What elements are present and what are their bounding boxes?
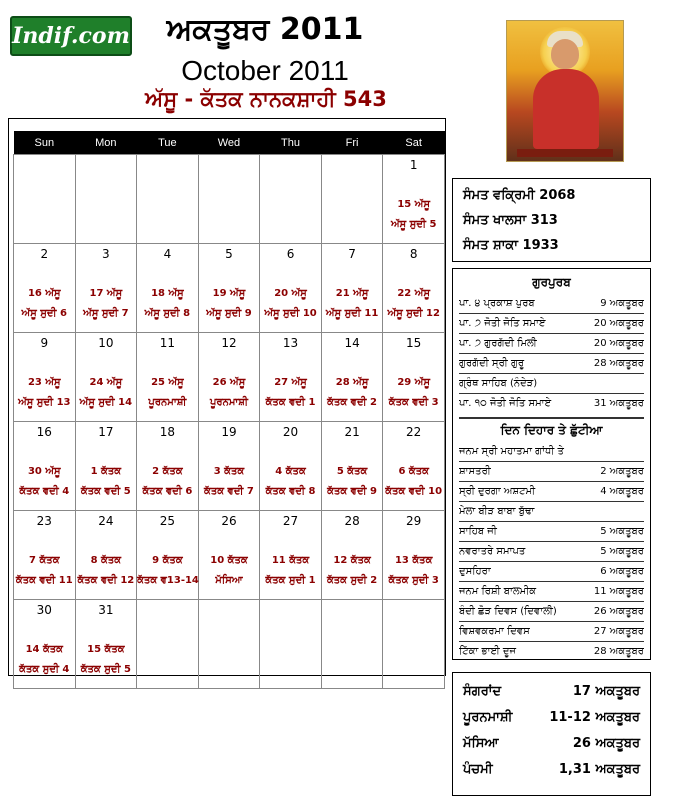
day-cell[interactable] xyxy=(198,511,260,600)
nanakshahi-date: 12 ਕੱਤਕ xyxy=(333,555,371,566)
special-day-row xyxy=(463,731,640,757)
day-number: 12 xyxy=(221,336,237,350)
lunar-date: ਕੱਤਕ ਸੁਦੀ 1 xyxy=(265,575,316,586)
holiday-row-name: ਸ੍ਰੀ ਦੁਰਗਾ ਅਸ਼ਟਮੀ xyxy=(459,486,536,497)
events-box xyxy=(452,268,651,660)
lunar-date: ਕੱਤਕ ਵਦੀ 8 xyxy=(265,486,316,497)
day-number: 31 xyxy=(98,603,114,617)
holiday-row-name: ਜਨਮ ਸ੍ਰੀ ਮਹਾਤਮਾ ਗਾਂਧੀ ਤੇ xyxy=(459,446,564,457)
day-number: 9 xyxy=(40,336,49,350)
lunar-date: ਕੱਤਕ ਵਦੀ 2 xyxy=(327,397,378,408)
day-number: 21 xyxy=(344,425,360,439)
day-number: 20 xyxy=(282,425,299,439)
empty-day-cell xyxy=(198,600,260,689)
holiday-row-date: 2 ਅਕਤੂਬਰ xyxy=(600,466,644,477)
empty-day-cell xyxy=(198,155,260,244)
gurpurab-row-date: 28 ਅਕਤੂਬਰ xyxy=(593,358,644,369)
day-cell[interactable] xyxy=(321,422,383,511)
day-cell[interactable] xyxy=(383,244,445,333)
calendar-week-row xyxy=(14,422,445,511)
title-punjabi: ਅਕਤੂਬਰ 2011 xyxy=(166,12,364,47)
lunar-date: ਕੱਤਕ ਵਦੀ 12 xyxy=(77,575,135,586)
nanakshahi-date: 21 ਅੱਸੂ xyxy=(335,288,369,299)
nanakshahi-date: 16 ਅੱਸੂ xyxy=(27,288,61,299)
day-cell[interactable] xyxy=(75,244,137,333)
lunar-date: ਕੱਤਕ ਵਦੀ 10 xyxy=(385,486,443,497)
special-day-row-date: 26 ਅਕਤੂਬਰ xyxy=(572,736,640,751)
holiday-row-name: ਦੁਸਹਿਰਾ xyxy=(459,566,491,577)
gurpurab-row xyxy=(459,394,644,413)
day-number: 8 xyxy=(409,247,418,261)
gurpurab-row-name: ਪਾ. ੭ ਗੁਰਗੱਦੀ ਮਿਲੀ xyxy=(459,338,537,349)
lunar-date: ਕੱਤਕ ਵਦੀ 7 xyxy=(204,486,254,497)
holiday-row-date: 11 ਅਕਤੂਬਰ xyxy=(593,586,644,597)
lunar-date: ਕੱਤਕ ਵਦੀ 5 xyxy=(80,486,131,497)
day-cell[interactable] xyxy=(137,511,199,600)
holiday-row-date: 27 ਅਕਤੂਬਰ xyxy=(593,626,644,637)
gurpurab-row-date: 20 ਅਕਤੂਬਰ xyxy=(593,338,644,349)
day-cell[interactable] xyxy=(383,155,445,244)
lunar-date: ਅੱਸੂ ਸੁਦੀ 6 xyxy=(21,308,68,319)
portrait-caption-band xyxy=(517,149,613,157)
holiday-row-date: 4 ਅਕਤੂਬਰ xyxy=(600,486,644,497)
lunar-date: ਅੱਸੂ ਸੁਦੀ 7 xyxy=(83,308,129,319)
day-number: 10 xyxy=(98,336,114,350)
day-number: 27 xyxy=(282,514,299,528)
lunar-date: ਕੱਤਕ ਵ13-14 xyxy=(137,575,199,586)
nanakshahi-date: 13 ਕੱਤਕ xyxy=(394,555,433,566)
day-number: 5 xyxy=(225,247,233,261)
holiday-row xyxy=(459,522,644,542)
title-nanakshahi: ਅੱਸੂ - ਕੱਤਕ ਨਾਨਕਸ਼ਾਹੀ 543 xyxy=(145,87,387,111)
holiday-row-date: 28 ਅਕਤੂਬਰ xyxy=(593,646,644,657)
lunar-date: ਕੱਤਕ ਵਦੀ 4 xyxy=(19,486,70,497)
nanakshahi-date: 19 ਅੱਸੂ xyxy=(212,288,246,299)
holiday-row-name: ਮੇਲਾ ਬੀੜ ਬਾਬਾ ਬੁੱਢਾ xyxy=(459,506,535,517)
holiday-row-date: 5 ਅਕਤੂਬਰ xyxy=(600,546,644,557)
day-cell[interactable] xyxy=(75,511,137,600)
holiday-row xyxy=(459,582,644,602)
special-day-row xyxy=(463,679,640,705)
day-cell[interactable] xyxy=(75,333,137,422)
holiday-row-name: ਜਨਮ ਰਿਸ਼ੀ ਬਾਲਮੀਕ xyxy=(459,586,537,597)
nanakshahi-date: 18 ਅੱਸੂ xyxy=(151,288,184,299)
weekday-tue: Tue xyxy=(137,131,199,155)
lunar-date: ਅੱਸੂ ਸੁਦੀ 5 xyxy=(390,219,437,230)
nanakshahi-date: 6 ਕੱਤਕ xyxy=(398,466,429,477)
holiday-row xyxy=(459,542,644,562)
gurpurab-row xyxy=(459,354,644,374)
nanakshahi-date: 15 ਕੱਤਕ xyxy=(87,644,125,655)
special-day-row xyxy=(463,705,640,731)
day-number: 28 xyxy=(344,514,360,528)
special-day-row-date: 11-12 ਅਕਤੂਬਰ xyxy=(549,710,640,725)
empty-day-cell xyxy=(260,600,322,689)
lunar-date: ਅੱਸੂ ਸੁਦੀ 9 xyxy=(206,308,252,319)
day-number: 17 xyxy=(98,425,114,439)
nanakshahi-date: 17 ਅੱਸੂ xyxy=(89,288,123,299)
lunar-date: ਕੱਤਕ ਸੁਦੀ 4 xyxy=(19,664,70,675)
day-cell[interactable] xyxy=(14,422,76,511)
special-day-row xyxy=(463,757,640,783)
lunar-date: ਮੱਸਿਆ xyxy=(215,575,243,586)
calendar-body xyxy=(14,155,445,689)
day-number: 2 xyxy=(40,247,49,261)
holiday-row xyxy=(459,622,644,642)
gurpurab-row xyxy=(459,374,644,394)
head-shape xyxy=(551,39,579,69)
lunar-date: ਕੱਤਕ ਸੁਦੀ 3 xyxy=(388,575,439,586)
gurpurab-row-date: 31 ਅਕਤੂਬਰ xyxy=(593,398,644,409)
special-days-box xyxy=(452,672,651,796)
day-cell[interactable] xyxy=(14,511,76,600)
day-cell[interactable] xyxy=(14,244,76,333)
title-english: October 2011 xyxy=(181,55,349,86)
day-number: 11 xyxy=(159,336,176,350)
day-cell[interactable] xyxy=(198,244,260,333)
calendar-week-row xyxy=(14,333,445,422)
gurpurab-row xyxy=(459,334,644,354)
day-number: 25 xyxy=(159,514,176,528)
nanakshahi-date: 4 ਕੱਤਕ xyxy=(275,466,306,477)
day-cell[interactable] xyxy=(137,244,199,333)
holiday-row xyxy=(459,482,644,502)
nanakshahi-date: 8 ਕੱਤਕ xyxy=(90,555,122,566)
day-number: 14 xyxy=(344,336,360,350)
holiday-row xyxy=(459,442,644,462)
holiday-row-name: ਬੰਦੀ ਛੋੜ ਦਿਵਸ (ਦਿਵਾਲੀ) xyxy=(459,606,557,617)
guru-portrait-image xyxy=(506,20,624,162)
special-day-row-date: 1,31 ਅਕਤੂਬਰ xyxy=(558,762,640,777)
nanakshahi-date: 1 ਕੱਤਕ xyxy=(90,466,122,477)
gurpurab-row-date: 20 ਅਕਤੂਬਰ xyxy=(593,318,644,329)
special-day-row-date: 17 ਅਕਤੂਬਰ xyxy=(572,684,640,699)
robe-shape xyxy=(533,69,599,149)
day-cell[interactable] xyxy=(260,244,322,333)
weekday-fri: Fri xyxy=(321,131,383,155)
gurpurab-row-name: ਪਾ. ੪ ਪ੍ਰਕਾਸ਼ ਪੁਰਬ xyxy=(459,298,535,309)
holiday-row xyxy=(459,462,644,482)
gurpurab-row-name: ਗੁਰਗੱਦੀ ਸ੍ਰੀ ਗੁਰੂ xyxy=(459,358,525,369)
empty-day-cell xyxy=(137,600,199,689)
day-number: 3 xyxy=(102,247,110,261)
lunar-date: ਅੱਸੂ ਸੁਦੀ 8 xyxy=(144,308,191,319)
lunar-date: ਅੱਸੂ ਸੁਦੀ 13 xyxy=(18,397,71,408)
nanakshahi-date: 24 ਅੱਸੂ xyxy=(89,377,123,388)
day-cell[interactable] xyxy=(198,422,260,511)
day-cell[interactable] xyxy=(75,600,137,689)
lunar-date: ਪੂਰਨਮਾਸ਼ੀ xyxy=(209,397,248,408)
day-number: 24 xyxy=(98,514,114,528)
weekday-wed: Wed xyxy=(198,131,260,155)
lunar-date: ਕੱਤਕ ਵਦੀ 9 xyxy=(327,486,378,497)
empty-day-cell xyxy=(321,155,383,244)
holiday-row-date: 5 ਅਕਤੂਬਰ xyxy=(600,526,644,537)
gurpurab-list xyxy=(459,294,644,413)
holiday-row-name: ਟਿੱਕਾ ਭਾਈ ਦੂਜ xyxy=(459,646,517,657)
day-cell[interactable] xyxy=(383,511,445,600)
nanakshahi-date: 7 ਕੱਤਕ xyxy=(29,555,60,566)
holiday-row xyxy=(459,602,644,622)
day-cell[interactable] xyxy=(321,333,383,422)
lunar-date: ਕੱਤਕ ਵਦੀ 6 xyxy=(142,486,193,497)
holiday-row-date: 6 ਅਕਤੂਬਰ xyxy=(600,566,644,577)
lunar-date: ਕੱਤਕ ਵਦੀ 3 xyxy=(388,397,439,408)
holiday-list xyxy=(459,442,644,661)
empty-day-cell xyxy=(383,600,445,689)
month-calendar xyxy=(8,118,446,676)
lunar-date: ਕੱਤਕ ਸੁਦੀ 2 xyxy=(326,575,378,586)
day-number: 6 xyxy=(286,247,295,261)
day-cell[interactable] xyxy=(14,333,76,422)
lunar-date: ਅੱਸੂ ਸੁਦੀ 11 xyxy=(325,308,379,319)
nanakshahi-date: 11 ਕੱਤਕ xyxy=(271,555,310,566)
gurpurab-row-name: ਪਾ. ੧੦ ਜੋਤੀ ਜੋਤਿ ਸਮਾਏ xyxy=(459,398,552,409)
nanakshahi-date: 30 ਅੱਸੂ xyxy=(27,466,61,477)
day-number: 30 xyxy=(36,603,52,617)
day-number: 22 xyxy=(406,425,422,439)
lunar-date: ਕੱਤਕ ਵਦੀ 1 xyxy=(265,397,316,408)
empty-day-cell xyxy=(137,155,199,244)
weekday-sat: Sat xyxy=(383,131,445,155)
day-cell[interactable] xyxy=(321,244,383,333)
gurpurab-row xyxy=(459,294,644,314)
holiday-row xyxy=(459,502,644,522)
nanakshahi-date: 23 ਅੱਸੂ xyxy=(27,377,61,388)
day-number: 23 xyxy=(36,514,52,528)
nanakshahi-date: 15 ਅੱਸੂ xyxy=(397,199,431,210)
nanakshahi-date: 22 ਅੱਸੂ xyxy=(397,288,431,299)
day-cell[interactable] xyxy=(137,422,199,511)
day-number: 7 xyxy=(348,247,356,261)
weekday-sun: Sun xyxy=(14,131,76,155)
holiday-row-name: ਸਾਹਿਬ ਜੀ xyxy=(459,526,497,537)
nanakshahi-date: 9 ਕੱਤਕ xyxy=(152,555,183,566)
special-day-row-name: ਪੰਚਮੀ xyxy=(463,762,493,777)
calendar-week-row xyxy=(14,244,445,333)
day-number: 29 xyxy=(406,514,422,528)
day-number: 1 xyxy=(409,158,418,172)
calendar-week-row xyxy=(14,600,445,689)
nanakshahi-date: 3 ਕੱਤਕ xyxy=(213,466,245,477)
nanakshahi-date: 10 ਕੱਤਕ xyxy=(210,555,248,566)
holiday-row xyxy=(459,562,644,582)
empty-day-cell xyxy=(75,155,137,244)
day-number: 16 xyxy=(36,425,52,439)
lunar-date: ਅੱਸੂ ਸੁਦੀ 14 xyxy=(79,397,133,408)
empty-day-cell xyxy=(260,155,322,244)
day-cell[interactable] xyxy=(198,333,260,422)
lunar-date: ਕੱਤਕ ਸੁਦੀ 5 xyxy=(80,664,131,675)
lunar-date: ਅੱਸੂ ਸੁਦੀ 10 xyxy=(264,308,317,319)
day-number: 19 xyxy=(221,425,237,439)
indif-logo[interactable]: Indif.com xyxy=(10,16,132,56)
day-number: 18 xyxy=(159,425,176,439)
day-number: 15 xyxy=(406,336,422,350)
day-cell[interactable] xyxy=(75,422,137,511)
gurpurab-row-date: 9 ਅਕਤੂਬਰ xyxy=(600,298,644,309)
day-number: 13 xyxy=(282,336,299,350)
special-day-row-name: ਮੱਸਿਆ xyxy=(463,736,499,751)
nanakshahi-date: 27 ਅੱਸੂ xyxy=(274,377,307,388)
weekday-header-row xyxy=(14,131,445,155)
day-number: 26 xyxy=(221,514,237,528)
day-cell[interactable] xyxy=(321,511,383,600)
special-day-row-name: ਸੰਗਰਾਂਦ xyxy=(463,684,502,699)
holidays-heading: ਦਿਨ ਦਿਹਾਰ ਤੇ ਛੁੱਟੀਆ xyxy=(500,423,603,437)
special-day-row-name: ਪੂਰਨਮਾਸ਼ੀ xyxy=(463,710,513,725)
holiday-row-name: ਸ਼ਾਸਤਰੀ xyxy=(459,466,491,477)
day-cell[interactable] xyxy=(260,333,322,422)
day-cell[interactable] xyxy=(137,333,199,422)
empty-day-cell xyxy=(321,600,383,689)
holiday-row xyxy=(459,642,644,661)
gurpurab-heading: ਗੁਰਪੁਰਬ xyxy=(532,275,571,289)
nanakshahi-date: 20 ਅੱਸੂ xyxy=(274,288,307,299)
day-number: 4 xyxy=(163,247,172,261)
samvat-box xyxy=(452,178,651,262)
calendar-grid xyxy=(13,131,445,689)
calendar-week-row xyxy=(14,511,445,600)
samvat-vikrami: ਸੰਮਤ ਵਕ੍ਰਿਮੀ 2068 xyxy=(463,188,576,203)
gurpurab-row xyxy=(459,314,644,334)
nanakshahi-date: 25 ਅੱਸੂ xyxy=(151,377,184,388)
nanakshahi-date: 29 ਅੱਸੂ xyxy=(397,377,431,388)
samvat-khalsa: ਸੰਮਤ ਖਾਲਸਾ 313 xyxy=(463,213,558,228)
day-cell[interactable] xyxy=(260,422,322,511)
empty-day-cell xyxy=(14,155,76,244)
nanakshahi-date: 5 ਕੱਤਕ xyxy=(336,466,368,477)
lunar-date: ਅੱਸੂ ਸੁਦੀ 12 xyxy=(387,308,440,319)
holiday-row-name: ਨਵਰਾਤਰੇ ਸਮਾਪਤ xyxy=(459,546,526,557)
lunar-date: ਕੱਤਕ ਵਦੀ 11 xyxy=(15,575,73,586)
lunar-date: ਪੂਰਨਮਾਸ਼ੀ xyxy=(148,397,187,408)
nanakshahi-date: 2 ਕੱਤਕ xyxy=(152,466,183,477)
nanakshahi-date: 14 ਕੱਤਕ xyxy=(25,644,63,655)
nanakshahi-date: 26 ਅੱਸੂ xyxy=(212,377,246,388)
gurpurab-row-name: ਪਾ. ੭ ਜੋਤੀ ਜੋਤਿ ਸਮਾਏ xyxy=(459,318,546,329)
weekday-thu: Thu xyxy=(260,131,322,155)
gurpurab-row-name: ਗ੍ਰੰਥ ਸਾਹਿਬ (ਨੰਦੇੜ) xyxy=(459,378,538,389)
holiday-row-name: ਵਿਸ਼ਵਕਰਮਾ ਦਿਵਸ xyxy=(459,626,530,637)
nanakshahi-date: 28 ਅੱਸੂ xyxy=(335,377,369,388)
day-cell[interactable] xyxy=(14,600,76,689)
day-cell[interactable] xyxy=(383,333,445,422)
calendar-week-row xyxy=(14,155,445,244)
weekday-mon: Mon xyxy=(75,131,137,155)
day-cell[interactable] xyxy=(383,422,445,511)
samvat-shaka: ਸੰਮਤ ਸ਼ਾਕਾ 1933 xyxy=(463,238,559,253)
day-cell[interactable] xyxy=(260,511,322,600)
holiday-row-date: 26 ਅਕਤੂਬਰ xyxy=(593,606,644,617)
